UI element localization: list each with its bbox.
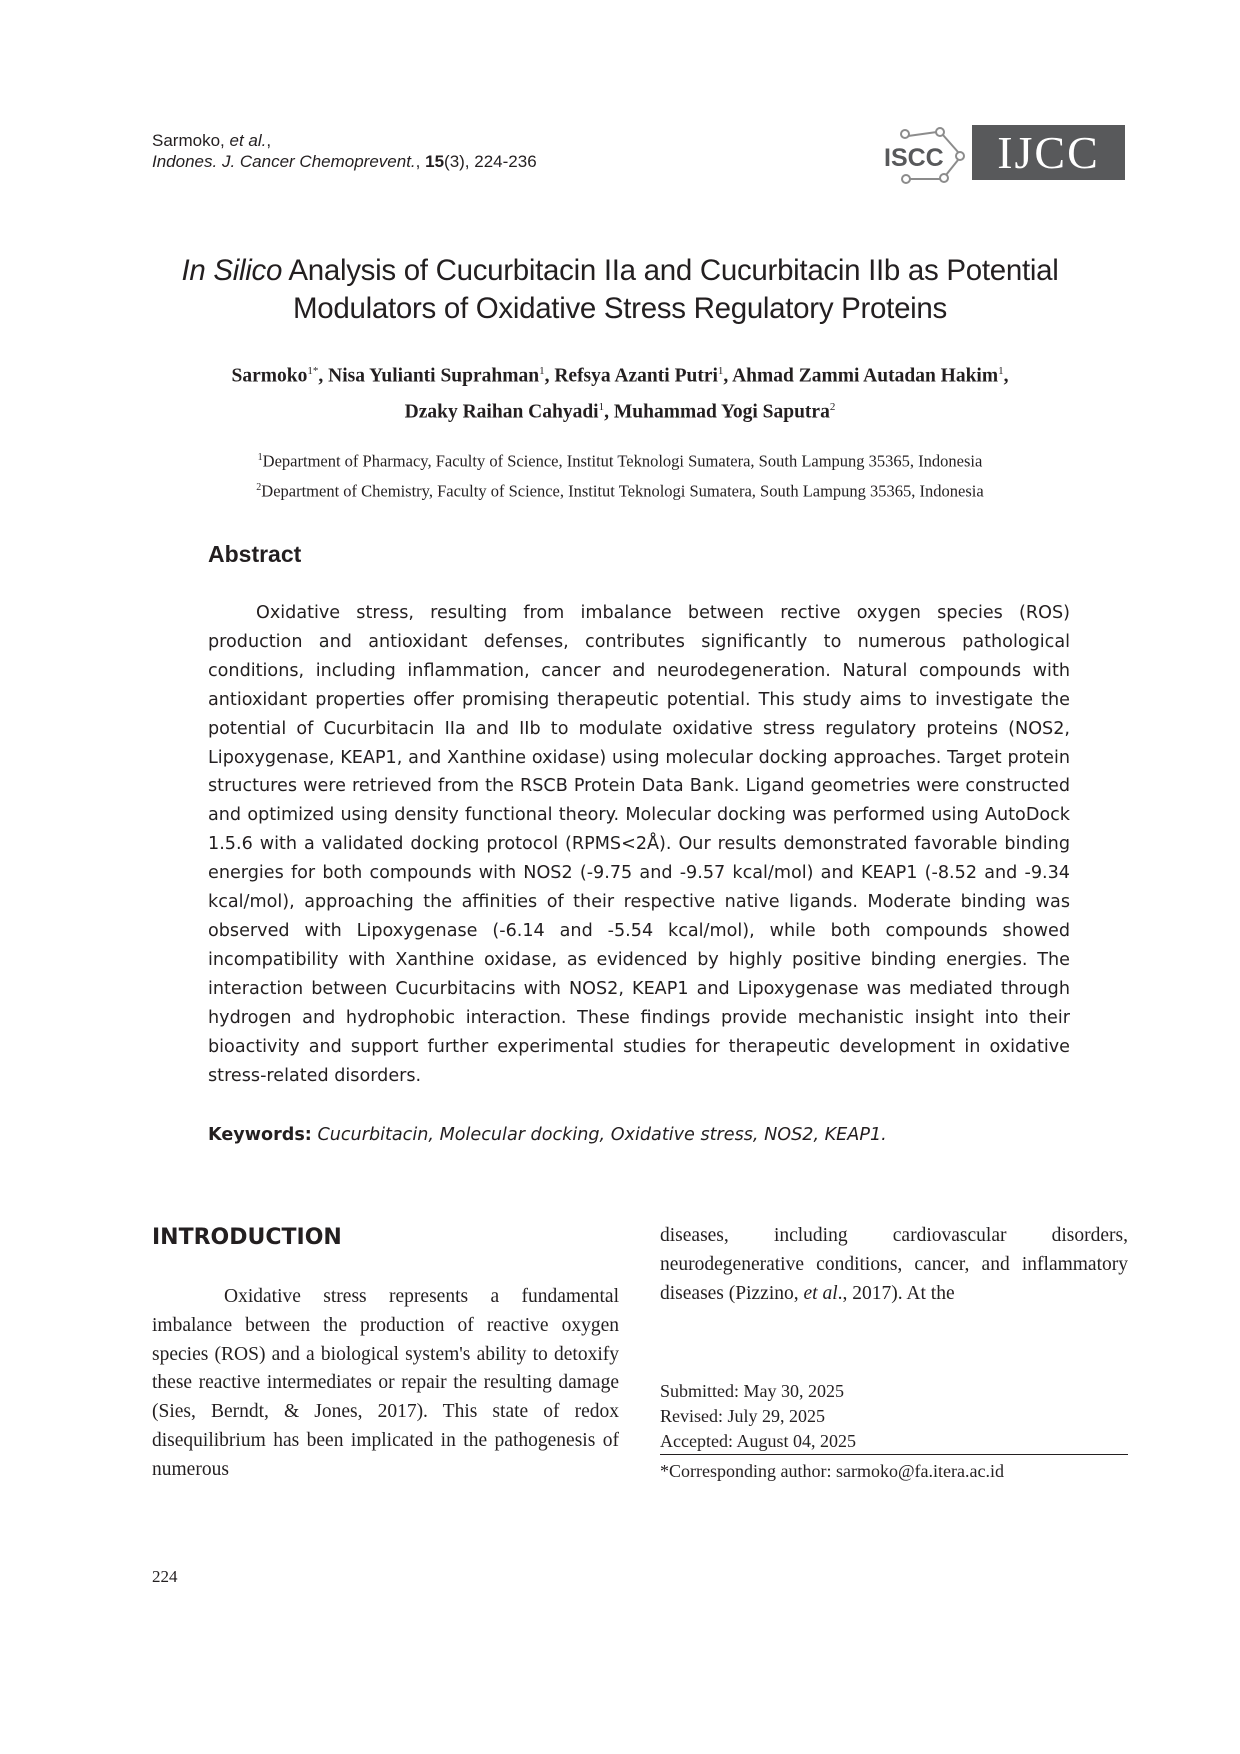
intro-col2-end: ., 2017). At the [837,1282,955,1304]
author-name: Nisa Yulianti Suprahman [328,365,540,387]
abstract-body [208,599,1070,1090]
introduction-column-1 [152,1283,619,1485]
affiliation-2 [160,478,1080,502]
author-line-2 [160,392,1080,428]
author-sep: , [544,365,555,387]
author-sup: 1 [539,365,545,377]
introduction-heading: INTRODUCTION [152,1225,342,1250]
iscc-logo-text: ISCC [884,144,944,172]
title-line1-rest: Analysis of Cucurbitacin IIa and Cucurbitacin IIb as Potential [282,254,1059,287]
author-name: Refsya Azanti Putri [554,365,718,387]
abstract-heading: Abstract [208,541,302,567]
ijcc-logo [972,125,1125,180]
ijcc-logo-text: IJCC [997,127,1100,178]
corresponding-author: *Corresponding author: sarmoko@fa.itera.ac.id [660,1461,1004,1481]
author-sep: , [604,401,614,422]
article-dates [660,1379,856,1454]
header-author: Sarmoko, [152,131,225,150]
title-line-2: Modulators of Oxidative Stress Regulatory Proteins [293,292,947,325]
running-header [152,130,537,172]
affiliation-text: Department of Chemistry, Faculty of Science, Institut Teknologi Sumatera, South Lampung 35365, Indonesia [261,481,984,501]
iscc-logo [880,122,970,188]
title-line-1 [170,252,1070,290]
author-sup: 1 [998,365,1004,377]
author-sup: 1 [717,365,724,377]
header-authors [152,130,537,151]
affiliation-sup: 2 [256,482,262,493]
title-italic: In Silico [181,254,283,287]
author-sup: 1 [598,400,605,413]
header-citation [152,151,537,172]
affiliation-1 [160,448,1080,472]
author-sup: 2 [829,400,836,413]
intro-col2-text: diseases, including cardiovascular disorders, neurodegenerative conditions, cancer, and inflammatory diseases (Pizzino, [660,1225,1128,1304]
keywords [208,1123,1070,1147]
header-sep: , [415,152,426,171]
author-sep: , [1003,365,1009,387]
author-sup: 1* [307,365,319,377]
author-sep: , [318,365,329,387]
abstract-text: Oxidative stress, resulting from imbalance between rective oxygen species (ROS) production and antioxidant defenses, contributes significantly to numerous pathological conditions, including inflammation, cancer and neurodegeneration. Natural compounds with antioxidant properties offer promising therapeutic potential. This study aims to investigate the potential of Cucurbitacin IIa and IIb to modulate oxidative stress regulatory proteins (NOS2, Lipoxygenase, KEAP1, and Xanthine oxidase) using molecular docking approaches. Target protein structures were retrieved from the RSCB Protein Data Bank. Ligand geometries were constructed and optimized using density functional theory. Molecular docking was performed using AutoDock 1.5.6 with a validated docking protocol (RPMS<2Å). Our results demonstrated favorable binding energies for both compounds with NOS2 (-9.75 and -9.57 kcal/mol) and KEAP1 (-8.52 and -9.34 kcal/mol), approaching the affinities of their respective native ligands. Moderate binding was observed with Lipoxygenase (-6.14 and -5.54 kcal/mol), while both compounds showed incompatibility with Xanthine oxidase, as evidenced by highly positive binding energies. The interaction between Cucurbitacins with NOS2, KEAP1 and Lipoxygenase was mediated through hydrogen and hydrophobic interaction. These findings provide mechanistic insight into their bioactivity and support further experimental studies for therapeutic development in oxidative stress-related disorders. [208,603,1070,1086]
submitted-date: Submitted: May 30, 2025 [660,1381,844,1401]
author-sep: , [723,365,733,387]
header-et-al: et al. [229,131,267,150]
author-line-1 [160,356,1080,392]
affiliation-text: Department of Pharmacy, Faculty of Science, Institut Teknologi Sumatera, South Lampung 35365, Indonesia [262,451,983,471]
keywords-values: Cucurbitacin, Molecular docking, Oxidative stress, NOS2, KEAP1. [317,1125,887,1145]
keywords-label: Keywords: [208,1125,312,1145]
header-comma: , [266,131,272,150]
intro-col2-italic: et al [803,1282,838,1304]
header-journal: Indones. J. Cancer Chemoprevent. [152,152,416,171]
affiliation-sup: 1 [257,452,263,463]
introduction-column-2 [660,1222,1128,1308]
author-name: Muhammad Yogi Saputra [613,401,830,422]
page-number: 224 [152,1567,178,1586]
accepted-date: Accepted: August 04, 2025 [660,1431,856,1451]
author-name: Sarmoko [231,365,308,387]
header-volume: 15 [425,152,445,171]
header-issue-pages: (3), 224-236 [444,152,537,171]
intro-col1-text: Oxidative stress represents a fundamental imbalance between the production of reactive oxygen species (ROS) and a biological system's ability to detoxify these reactive intermediates or repair the resulting damage (Sies, Berndt, & Jones, 2017). This state of redox disequilibrium has been implicated in the pathogenesis of numerous [152,1286,619,1480]
author-name: Ahmad Zammi Autadan Hakim [732,365,999,387]
revised-date: Revised: July 29, 2025 [660,1406,825,1426]
author-name: Dzaky Raihan Cahyadi [404,401,599,422]
author-list [160,356,1080,427]
iscc-logo-graphic [880,122,970,188]
dates-divider [660,1454,1128,1455]
article-title [170,252,1070,328]
